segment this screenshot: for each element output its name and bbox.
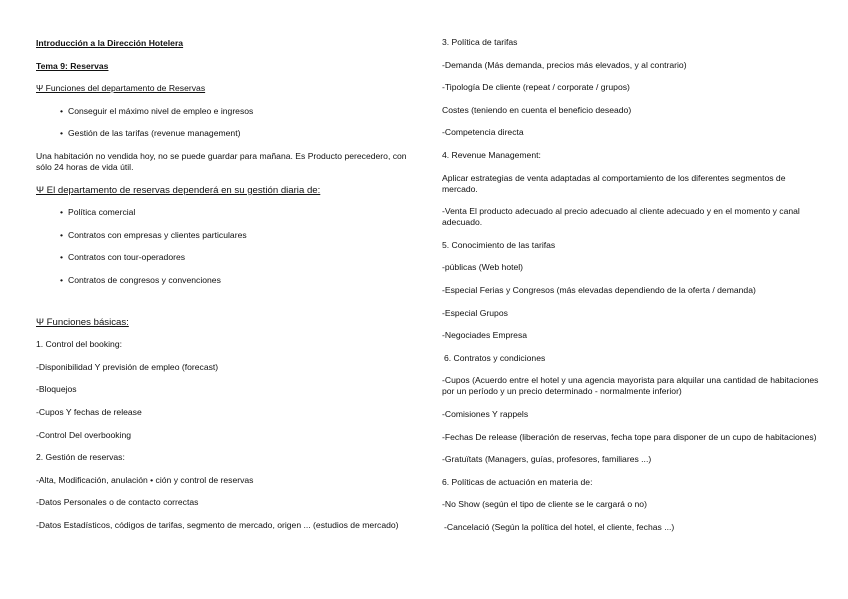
topic-title: Tema 9: Reservas [36,60,109,71]
text-line: -Demanda (Más demanda, precios más elevados, y al contrario) [442,59,687,70]
intro-paragraph: Una habitación no vendida hoy, no se puede guardar para mañana. Es Producto perecedero, con sólo 24 horas de vida útil. [36,150,407,172]
text-line: Aplicar estrategias de venta adaptadas al comportamiento de los diferentes segmentos de mercado. [442,172,786,194]
text-line: Costes (teniendo en cuenta el beneficio deseado) [442,104,632,115]
right-column [442,37,822,544]
left-column [36,38,408,542]
text-line: -Datos Estadísticos, códigos de tarifas, segmento de mercado, origen ... (estudios de mercado) [36,519,399,530]
text-line: -Especial Ferias y Congresos (más elevadas dependiendo de la oferta / demanda) [442,284,756,295]
functions-bullet: • Gestión de las tarifas (revenue management) [60,128,241,139]
document-title: Introducción a la Dirección Hotelera [36,38,184,48]
functions-bullet: • Conseguir el máximo nivel de empleo e ingresos [60,105,254,116]
text-line: -públicas (Web hotel) [442,262,524,273]
depends-bullet: • Contratos con tour-operadores [60,252,186,263]
text-line: 5. Conocimiento de las tarifas [442,239,556,250]
text-line: 6. Políticas de actuación en materia de: [442,476,593,487]
depends-bullet: • Política comercial [60,207,136,218]
text-line: -Cupos (Acuerdo entre el hotel y una agencia mayorista para alquilar una cantidad de habitaciones por un período y un precio determinado - normalmente inferior) [442,375,819,397]
functions-heading: Ψ Funciones del departamento de Reservas [36,83,206,94]
text-line: -Cupos Y fechas de release [36,406,142,417]
text-line: -Gratuïtats (Managers, guías, profesores, familiares ...) [442,454,652,465]
depends-bullet: • Contratos con empresas y clientes particulares [60,229,247,240]
text-line: -Datos Personales o de contacto correctas [36,497,199,508]
text-line: -Disponibilidad Y previsión de empleo (forecast) [36,361,219,372]
text-line: -Control Del overbooking [36,429,132,440]
basic-functions-heading: Ψ Funciones básicas: [36,316,129,328]
text-line: 1. Control del booking: [36,339,122,350]
text-line: 4. Revenue Management: [442,149,541,160]
text-line: -No Show (según el tipo de cliente se le cargará o no) [442,499,647,510]
text-line: -Bloquejos [36,384,77,395]
text-line: -Negociades Empresa [442,330,528,341]
text-line: -Especial Grupos [442,307,508,318]
text-line: -Fechas De release (liberación de reservas, fecha tope para disponer de un cupo de habitaciones) [442,431,817,442]
depends-bullet: • Contratos de congresos y convenciones [60,274,221,285]
depends-heading: Ψ El departamento de reservas dependerá en su gestión diaria de: [36,184,321,196]
text-line: -Tipología De cliente (repeat / corporate / grupos) [442,82,630,93]
text-line: -Comisiones Y rappels [442,408,529,419]
text-line: -Competencia directa [442,127,524,138]
text-line: -Venta El producto adecuado al precio adecuado al cliente adecuado y en el momento y canal adecuado. [442,206,800,228]
text-line: -Alta, Modificación, anulación • ción y control de reservas [36,474,254,485]
text-line: 6. Contratos y condiciones [444,352,546,363]
text-line: -Cancelació (Según la política del hotel, el cliente, fechas ...) [444,521,675,532]
text-line: 2. Gestión de reservas: [36,452,125,463]
text-line: 3. Política de tarifas [442,37,518,47]
spacer [36,298,408,317]
